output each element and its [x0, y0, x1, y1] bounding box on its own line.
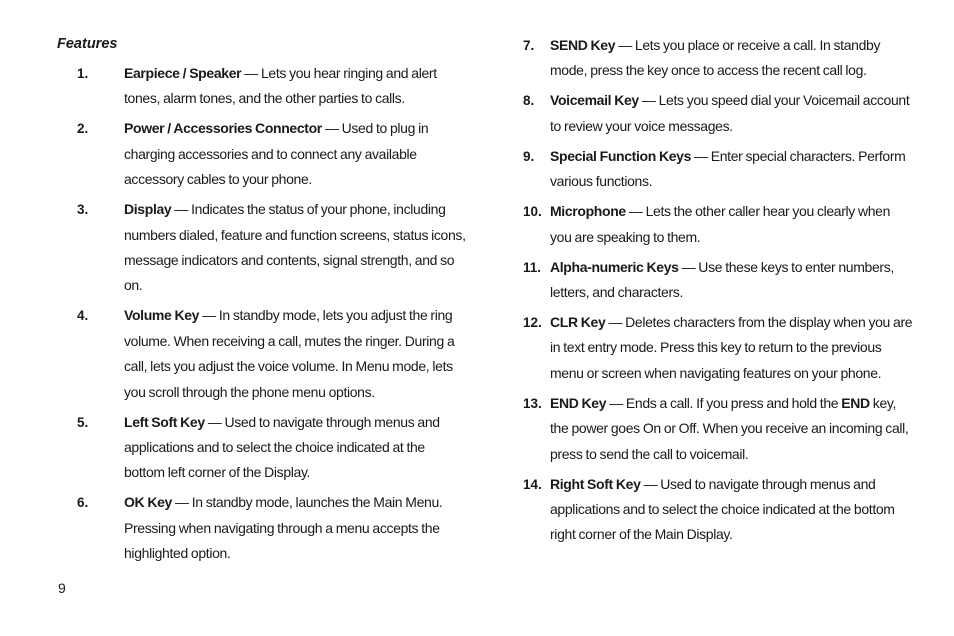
- item-description-start: — Ends a call. If you press and hold the: [606, 394, 842, 411]
- item-text: [124, 61, 467, 112]
- item-number: 4.: [77, 308, 89, 324]
- list-item: [57, 61, 467, 112]
- item-description: — Lets you place or receive a call. In standby mode, press the key once to access the recent call log.: [550, 37, 881, 79]
- item-number: 14.: [523, 476, 542, 492]
- item-text: [124, 490, 467, 566]
- item-term: Volume Key: [124, 307, 200, 324]
- item-text: [124, 410, 467, 486]
- item-term: Display: [124, 201, 172, 218]
- item-text: [124, 116, 467, 192]
- list-item: [57, 197, 467, 299]
- item-number: 8.: [523, 93, 535, 109]
- list-item: [523, 144, 913, 195]
- item-term: Right Soft Key: [550, 475, 641, 492]
- item-text: [550, 255, 913, 306]
- features-list-right: [523, 33, 913, 548]
- item-description: — Used to plug in charging accessories and to connect any available accessory cables to your phone.: [124, 120, 429, 188]
- item-text: [550, 199, 913, 250]
- list-item: [523, 391, 913, 467]
- item-text: [550, 88, 913, 139]
- item-term: CLR Key: [550, 314, 606, 331]
- right-column: [523, 33, 913, 552]
- item-term: Earpiece / Speaker: [124, 65, 242, 81]
- item-description: — Enter special characters. Perform various functions.: [550, 147, 906, 190]
- list-item: [523, 199, 913, 250]
- item-inline-key: END: [841, 394, 870, 411]
- list-item: [523, 33, 913, 84]
- list-item: [57, 410, 467, 486]
- section-heading: Features: [57, 36, 118, 52]
- item-description: — Indicates the status of your phone, including numbers dialed, feature and function screens, status icons, message indicators and contents, signal strength, and so on.: [124, 201, 466, 294]
- item-term: SEND Key: [550, 37, 616, 53]
- item-description: — Used to navigate through menus and applications and to select the choice indicated at the bottom right corner of the Main Display.: [550, 475, 895, 543]
- item-number: 9.: [523, 148, 535, 164]
- item-term: Power / Accessories Connector: [124, 120, 322, 137]
- item-term: Voicemail Key: [550, 92, 639, 109]
- item-description: — Deletes characters from the display when you are in text entry mode. Press this key to return to the previous menu or screen when navigating features on your phone.: [550, 314, 913, 381]
- item-number: 11.: [523, 259, 542, 275]
- item-number: 5.: [77, 414, 89, 430]
- item-text: [550, 310, 913, 386]
- features-list-left: [57, 61, 467, 567]
- item-text: [550, 391, 913, 467]
- item-text: [550, 472, 913, 548]
- list-item: [523, 310, 913, 386]
- item-number: 12.: [523, 315, 542, 331]
- item-number: 7.: [523, 38, 535, 53]
- item-description: — Lets you hear ringing and alert tones, alarm tones, and the other parties to calls.: [124, 65, 437, 107]
- item-text: [550, 33, 913, 84]
- item-description: — Lets you speed dial your Voicemail account to review your voice messages.: [550, 92, 910, 134]
- left-column: [57, 33, 467, 571]
- item-description: — Lets the other caller hear you clearly when you are speaking to them.: [550, 203, 891, 245]
- item-number: 1.: [77, 66, 89, 81]
- item-term: OK Key: [124, 494, 172, 511]
- list-item: [57, 490, 467, 566]
- item-description: — Use these keys to enter numbers, letters, and characters.: [550, 258, 894, 301]
- item-description: — In standby mode, lets you adjust the ring volume. When receiving a call, mutes the ringer. During a call, lets you adjust the voice volume. In Menu mode, lets you scroll through the phone menu options.: [124, 307, 455, 400]
- item-number: 2.: [77, 121, 89, 137]
- list-item: [57, 303, 467, 405]
- item-description: key, the power goes On or Off. When you receive an incoming call, press to send the call to voicemail.: [550, 394, 909, 462]
- item-term: Left Soft Key: [124, 413, 205, 430]
- item-term: Alpha-numeric Keys: [550, 258, 679, 275]
- list-item: [523, 88, 913, 139]
- item-text: [124, 197, 467, 299]
- item-number: 6.: [77, 495, 89, 511]
- item-text: [550, 144, 913, 195]
- item-description: — In standby mode, launches the Main Menu. Pressing when navigating through a menu accepts the highlighted option.: [124, 494, 443, 562]
- item-term: Microphone: [550, 203, 626, 220]
- item-description: — Used to navigate through menus and applications and to select the choice indicated at the bottom left corner of the Display.: [124, 413, 440, 481]
- item-term: Special Function Keys: [550, 147, 692, 164]
- list-item: [523, 255, 913, 306]
- item-number: 3.: [77, 202, 89, 218]
- item-number: 13.: [523, 395, 542, 411]
- item-term: END Key: [550, 394, 607, 411]
- item-number: 10.: [523, 204, 542, 220]
- list-item: [57, 116, 467, 192]
- list-item: [523, 472, 913, 548]
- page-number: 9: [58, 580, 66, 596]
- item-text: [124, 303, 467, 405]
